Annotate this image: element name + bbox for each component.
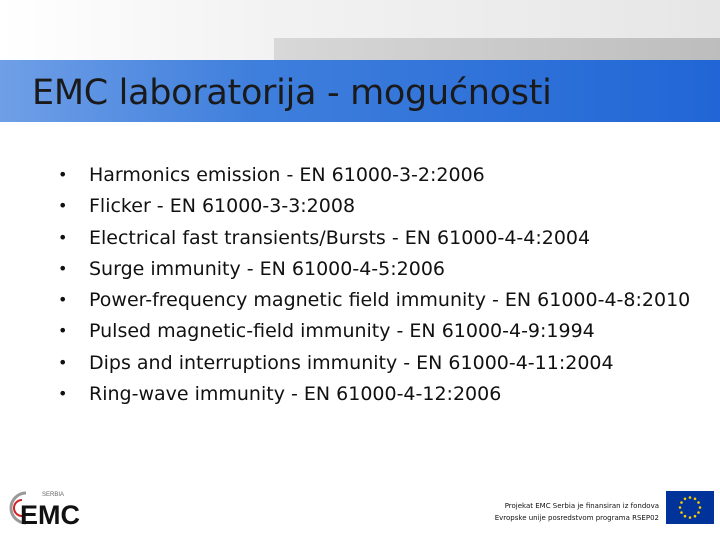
list-item xyxy=(58,223,690,254)
list-item xyxy=(58,160,690,191)
list-item-text: Pulsed magnetic-field immunity - EN 61000-4-9:1994 xyxy=(89,320,595,343)
bullet-icon: • xyxy=(58,321,68,341)
list-item xyxy=(58,191,690,222)
bullet-icon: • xyxy=(58,352,68,372)
list-item-text: Surge immunity - EN 61000-4-5:2006 xyxy=(89,257,445,280)
flag-background xyxy=(666,491,714,524)
list-item-text: Power-frequency magnetic field immunity - EN 61000-4-8:2010 xyxy=(89,289,691,312)
bullet-icon: • xyxy=(58,258,68,278)
list-item-text: Electrical fast transients/Bursts - EN 61000-4-4:2004 xyxy=(89,226,591,249)
list-item xyxy=(58,254,690,285)
bullet-icon: • xyxy=(58,165,68,184)
bullet-icon: • xyxy=(58,196,68,216)
slide-title: EMC laboratorija - mogućnosti xyxy=(32,73,552,113)
emc-serbia-logo xyxy=(8,487,90,529)
list-item-text: Flicker - EN 61000-3-3:2008 xyxy=(89,195,356,218)
bullet-icon: • xyxy=(58,227,68,247)
list-item-text: Ring-wave immunity - EN 61000-4-12:2006 xyxy=(89,383,502,406)
funding-line-1: Projekat EMC Serbia je finansiran iz fondova xyxy=(504,502,659,510)
list-item xyxy=(58,379,690,410)
logo-main-text: EMC xyxy=(20,500,80,529)
bullet-icon: • xyxy=(58,290,68,310)
logo-small-text: SERBIA xyxy=(42,492,65,498)
bullet-list xyxy=(58,160,690,410)
funding-line-2: Evropske unije posredstvom programa RSEP02 xyxy=(494,514,659,522)
list-item xyxy=(58,316,690,347)
header-gray-stripe xyxy=(274,38,720,60)
funding-note xyxy=(456,500,659,524)
list-item xyxy=(58,348,690,379)
list-item-text: Dips and interruptions immunity - EN 61000-4-11:2004 xyxy=(89,351,614,374)
bullet-icon: • xyxy=(58,384,68,404)
eu-flag-icon xyxy=(666,491,714,524)
list-item xyxy=(58,285,690,316)
list-item-text: Harmonics emission - EN 61000-3-2:2006 xyxy=(89,164,485,186)
